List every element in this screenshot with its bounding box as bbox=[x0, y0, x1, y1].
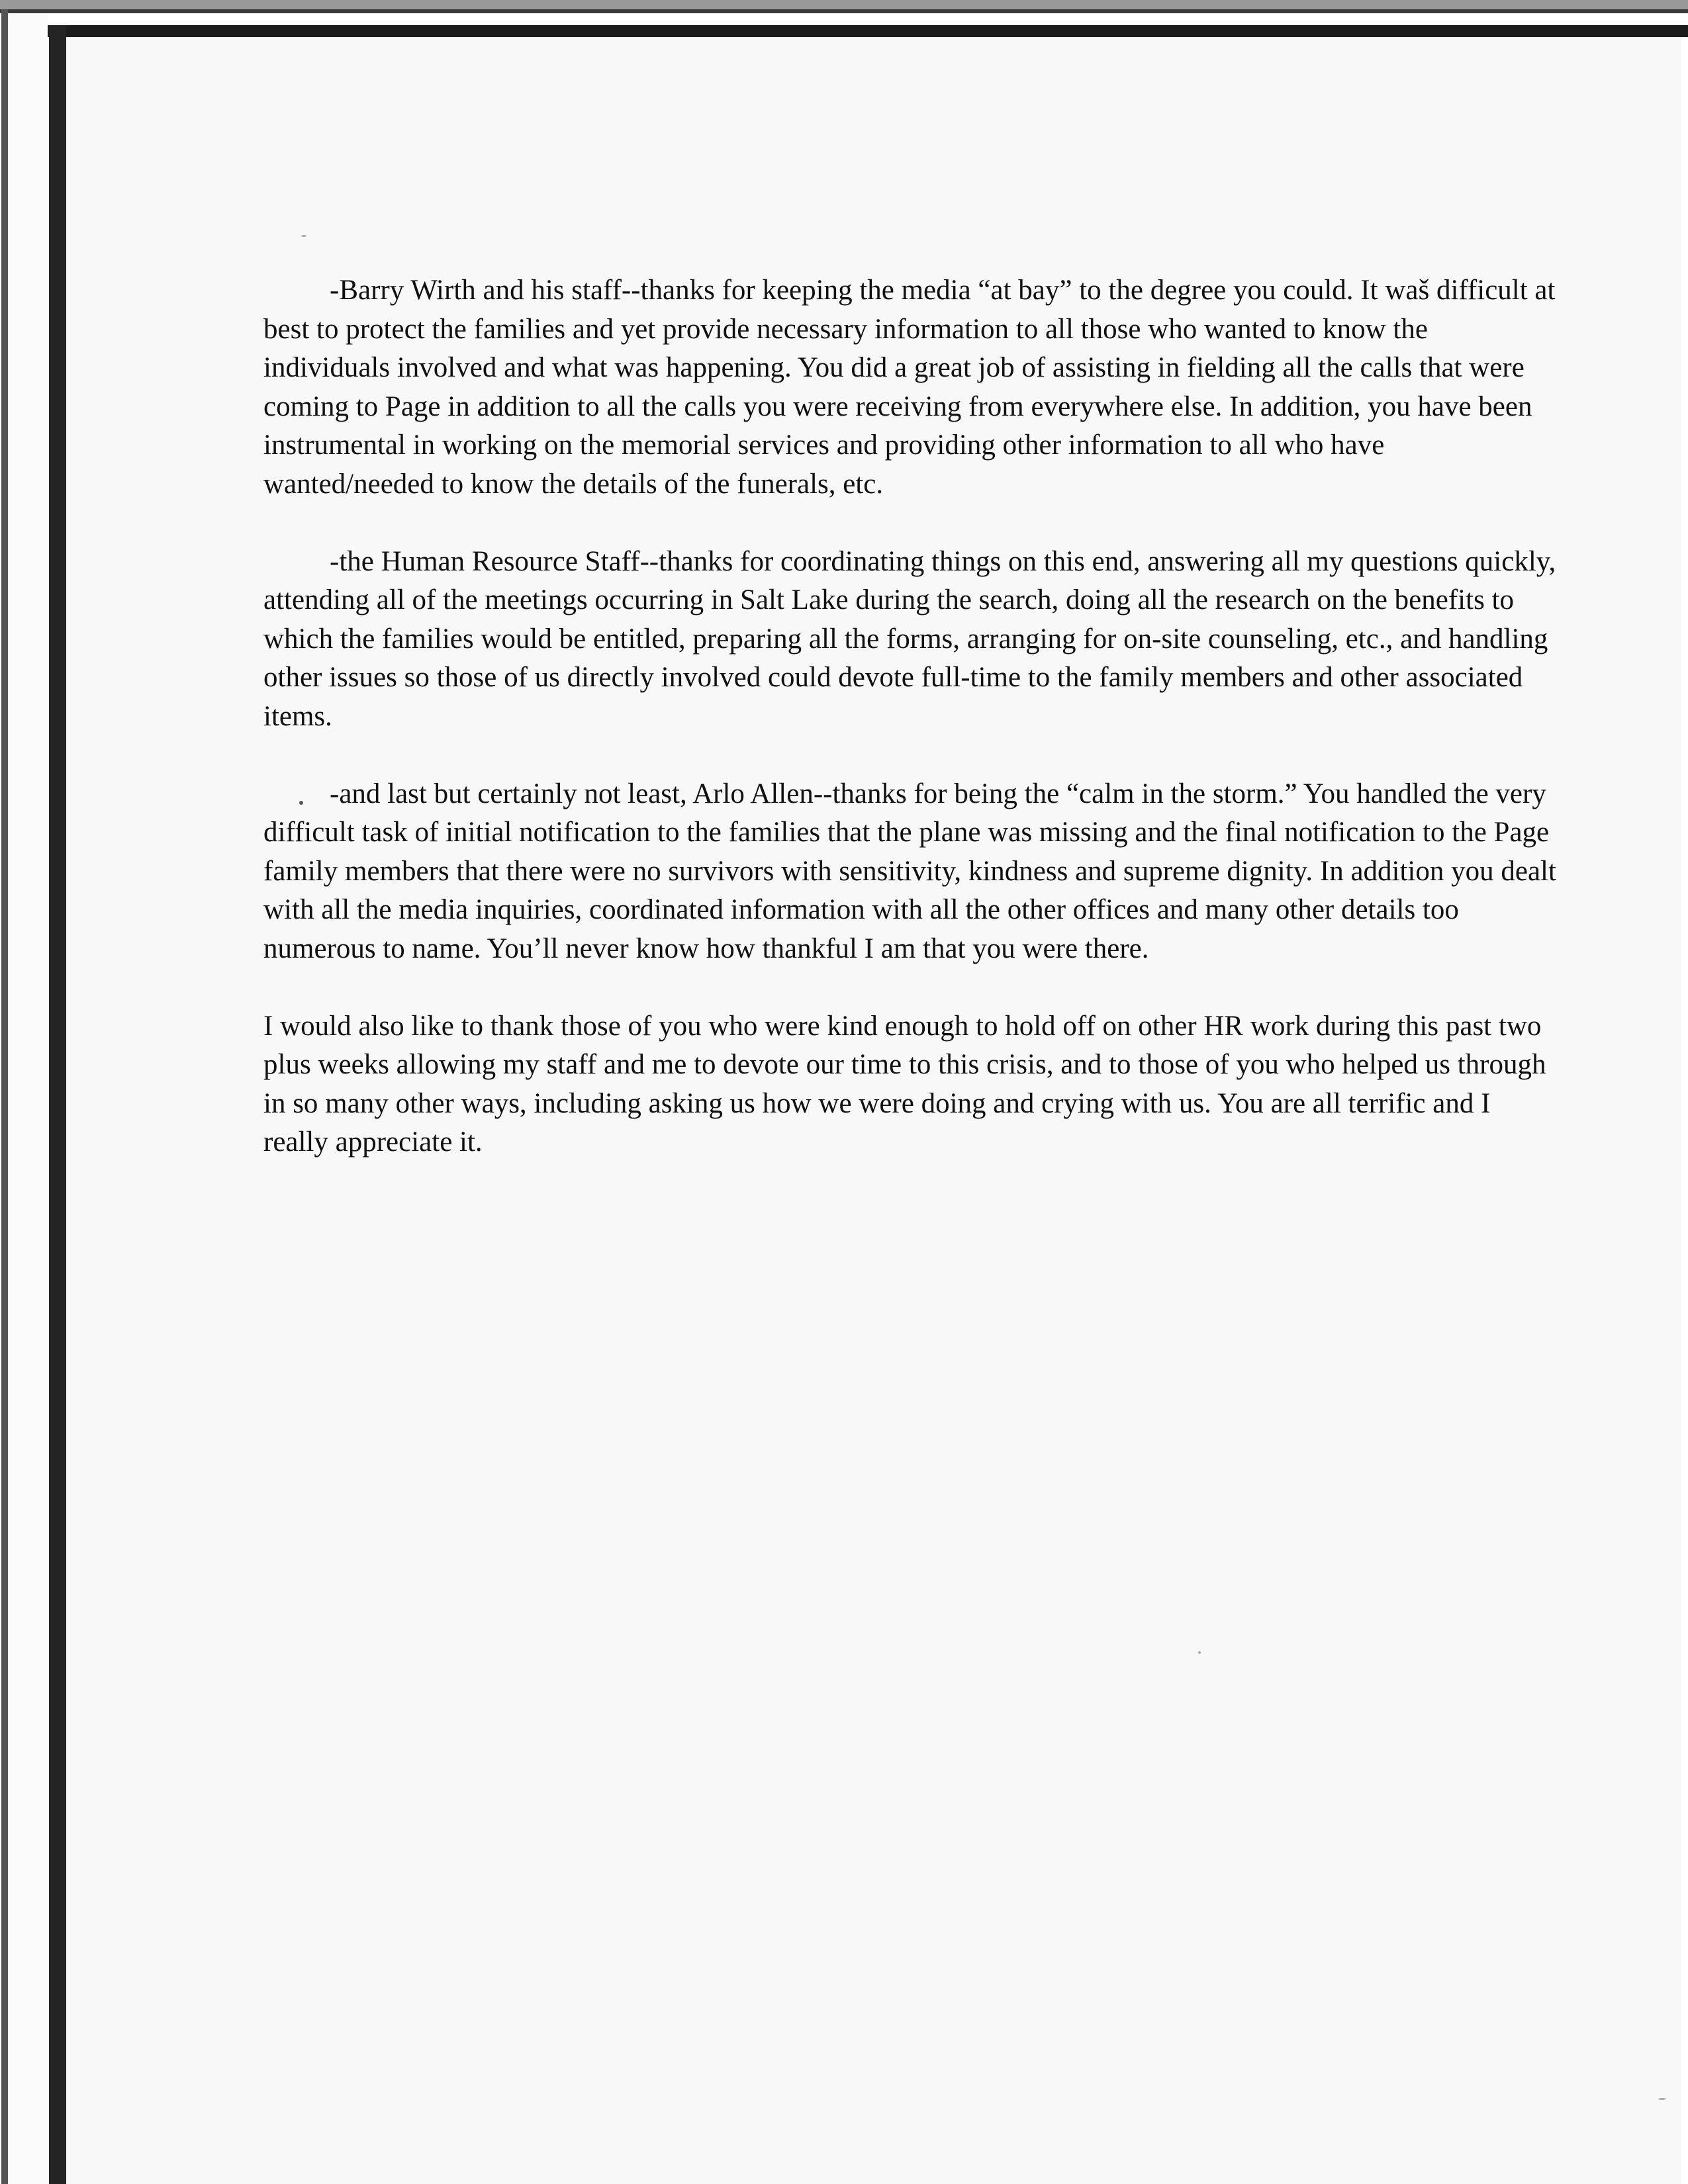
scan-speck bbox=[1198, 1651, 1201, 1654]
paragraph-closing: I would also like to thank those of you who were kind enough to hold off on other HR work during this past two plus weeks allowing my staff and me to devote our time to this crisis, and to those of you who helped us through in so many other ways, including asking us how we were doing and crying with us. You are all terrific and I really appreciate it. bbox=[263, 1010, 1546, 1158]
page-border-left bbox=[49, 25, 66, 2184]
letter-body bbox=[263, 271, 1561, 1201]
scan-speck bbox=[301, 235, 306, 237]
scan-speck bbox=[1658, 2098, 1666, 2100]
paragraph-human-resource-staff: -the Human Resource Staff--thanks for coordinating things on this end, answering all my questions quickly, attending all of the meetings occurring in Salt Lake during the search, doing all the research on the benefits to which the families would be entitled, preparing all the forms, arranging for on-site counseling, etc., and handling other issues so those of us directly involved could devote full-time to the family members and other associated items. bbox=[263, 545, 1556, 732]
scan-outer-top-line bbox=[0, 9, 1688, 13]
paragraph-barry-wirth: -Barry Wirth and his staff--thanks for keeping the media “at bay” to the degree you could. It waš difficult at best to protect the families and yet provide necessary information to all those who wanted to know the individuals involved and what was happening. You did a great job of assisting in fielding all the calls that were coming to Page in addition to all the calls you were receiving from everywhere else. In addition, you have been instrumental in working on the memorial services and providing other information to all who have wanted/needed to know the details of the funerals, etc. bbox=[263, 275, 1556, 500]
scan-outer-left-line bbox=[1, 9, 8, 2184]
scan-speck bbox=[299, 801, 303, 805]
page-border-top bbox=[48, 25, 1688, 37]
paragraph-arlo-allen: -and last but certainly not least, Arlo Allen--thanks for being the “calm in the storm.” You handled the very difficult task of initial notification to the families that the plane was missing and the final notification to the Page family members that there were no survivors with sensitivity, kindness and supreme dignity. In addition you dealt with all the media inquiries, coordinated information with all the other offices and many other details too numerous to name. You’ll never know how thankful I am that you were there. bbox=[263, 778, 1556, 964]
scan-left-margin bbox=[8, 13, 48, 2184]
scan-top-edge bbox=[0, 0, 1688, 9]
